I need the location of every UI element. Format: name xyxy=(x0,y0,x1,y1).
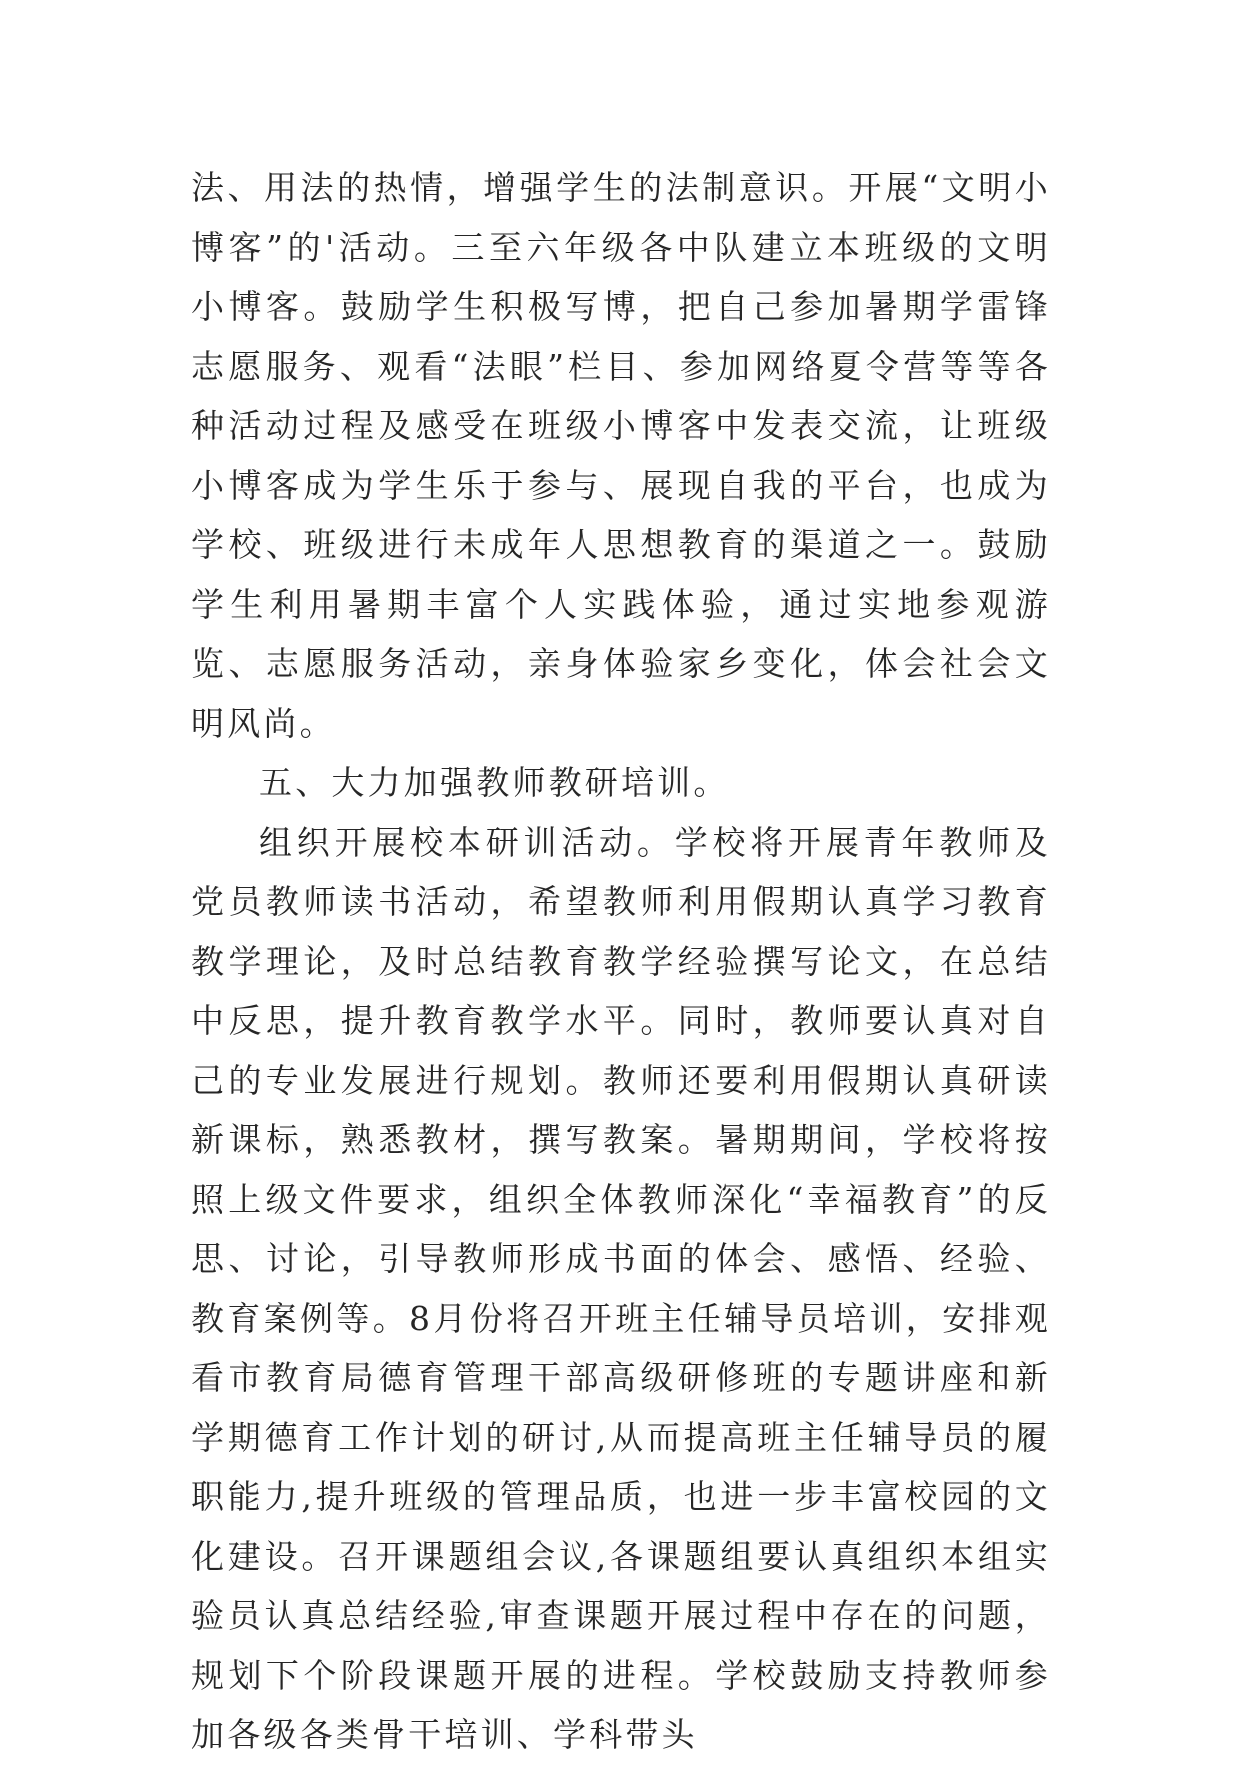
document-body xyxy=(191,158,1051,1765)
paragraph-continued-student-activities: 法、用法的热情，增强学生的法制意识。开展“文明小博客”的'活动。三至六年级各中队建立本班级的文明小博客。鼓励学生积极写博，把自己参加暑期学雷锋志愿服务、观看“法眼”栏目、参加网络夏令营等等各种活动过程及感受在班级小博客中发表交流，让班级小博客成为学生乐于参与、展现自我的平台，也成为学校、班级进行未成年人思想教育的渠道之一。鼓励学生利用暑期丰富个人实践体验，通过实地参观游览、志愿服务活动，亲身体验家乡变化，体会社会文明风尚。 xyxy=(191,168,1051,743)
paragraph-teacher-training: 组织开展校本研训活动。学校将开展青年教师及党员教师读书活动，希望教师利用假期认真学习教育教学理论，及时总结教育教学经验撰写论文，在总结中反思，提升教育教学水平。同时，教师要认真对自己的专业发展进行规划。教师还要利用假期认真研读新课标，熟悉教材，撰写教案。暑期期间，学校将按照上级文件要求，组织全体教师深化“幸福教育”的反思、讨论，引导教师形成书面的体会、感悟、经验、教育案例等。8月份将召开班主任辅导员培训，安排观看市教育局德育管理干部高级研修班的专题讲座和新学期德育工作计划的研讨,从而提高班主任辅导员的履职能力,提升班级的管理品质，也进一步丰富校园的文化建设。召开课题组会议,各课题组要认真组织本组实验员认真总结经验,审查课题开展过程中存在的问题，规划下个阶段课题开展的进程。学校鼓励支持教师参加各级各类骨干培训、学科带头 xyxy=(191,822,1051,1754)
section-heading-teacher-training: 五、大力加强教师教研培训。 xyxy=(259,763,730,802)
